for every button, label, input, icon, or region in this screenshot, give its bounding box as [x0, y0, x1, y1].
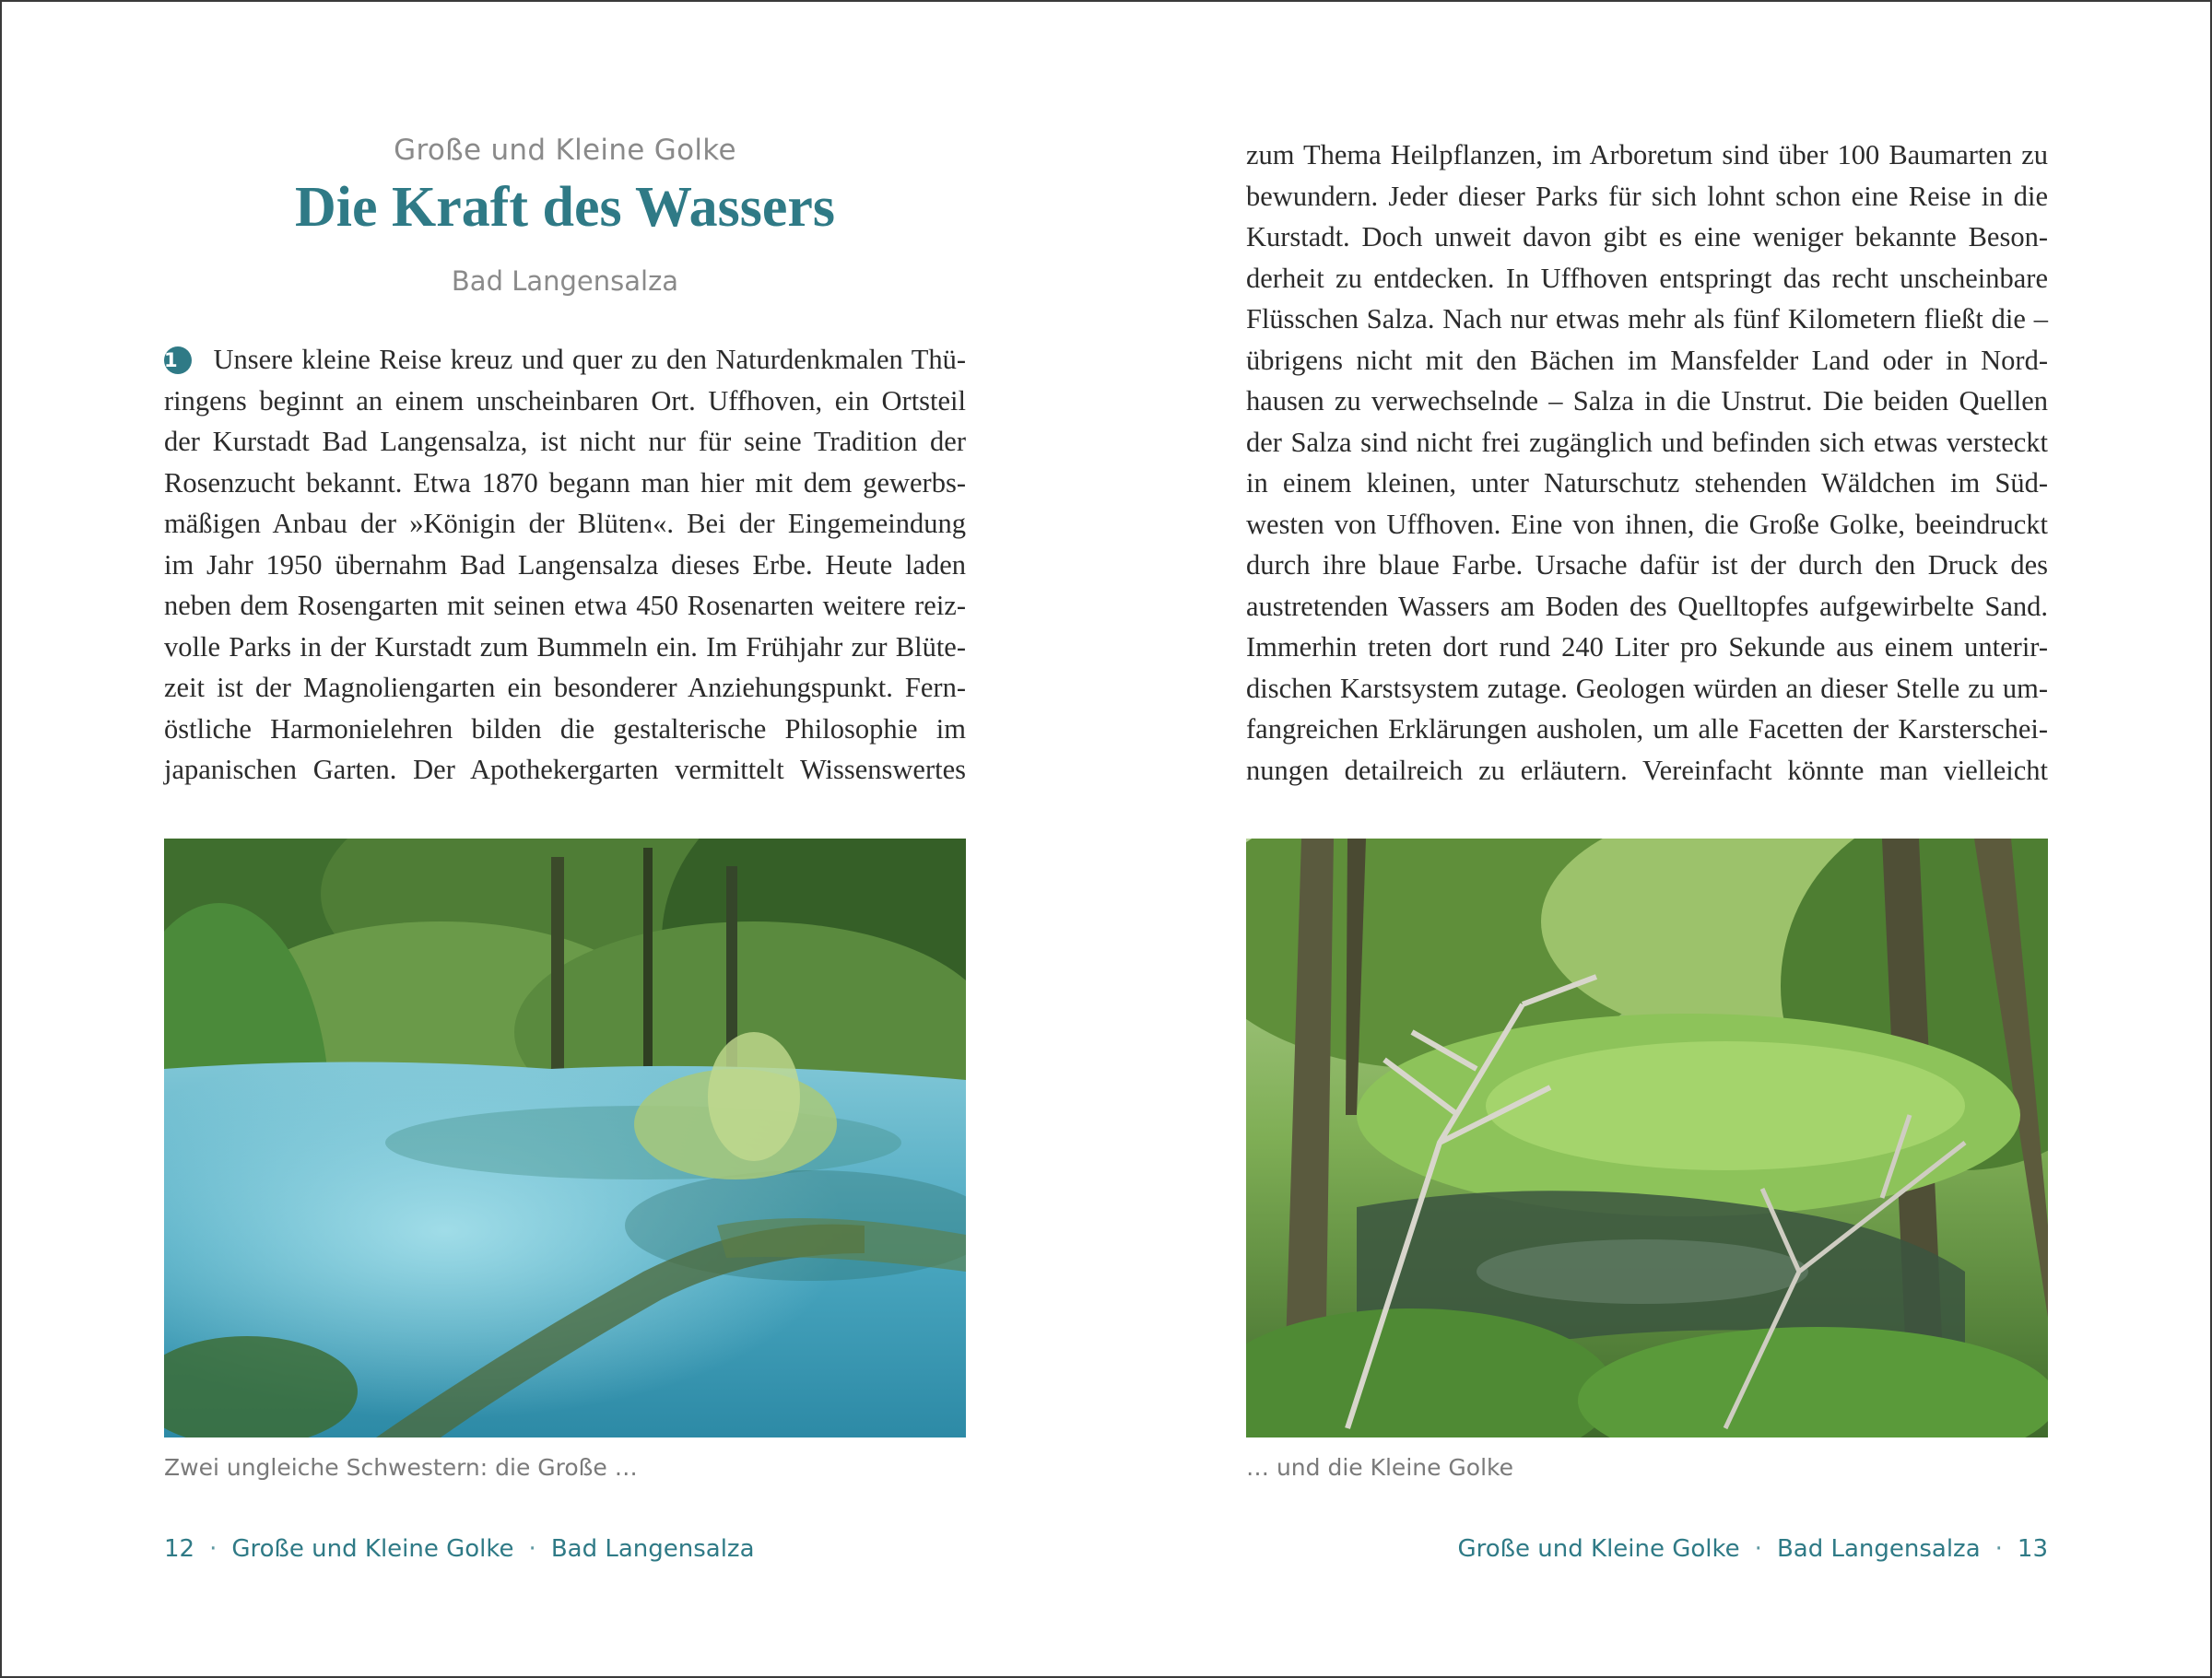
- left-body-text: [164, 339, 966, 791]
- chapter-kicker: Große und Kleine Golke: [394, 134, 736, 167]
- body-line: durch ihre blaue Farbe. Ursache dafür ist der durch den Druck des: [1246, 549, 2048, 581]
- footer-section: Große und Kleine Golke: [1457, 1535, 1740, 1563]
- body-line: dischen Karstsystem zutage. Geologen würden an dieser Stelle zu um-: [1246, 672, 2048, 704]
- photo-caption-right: … und die Kleine Golke: [1246, 1454, 1514, 1481]
- footer-separator: ·: [1994, 1535, 2003, 1563]
- body-line: der Salza sind nicht frei zugänglich und befinden sich etwas versteckt: [1246, 426, 2048, 458]
- body-line: austretenden Wassers am Boden des Quelltopfes aufgewirbelte Sand.: [1246, 590, 2048, 622]
- body-line: der Kurstadt Bad Langensalza, ist nicht nur für seine Tradition der: [164, 426, 966, 457]
- footer-right: [1457, 1535, 2048, 1563]
- photo-caption-left: Zwei ungleiche Schwestern: die Große …: [164, 1454, 638, 1481]
- photo-kleine-golke: [1246, 839, 2048, 1437]
- body-line: ringens beginnt an einem unscheinbaren Ort. Uffhoven, ein Ortsteil: [164, 384, 966, 417]
- body-line: zeit ist der Magnoliengarten ein besonderer Anziehungspunkt. Fern-: [164, 672, 966, 703]
- body-line: neben dem Rosengarten mit seinen etwa 450 Rosenarten weitere reiz-: [164, 590, 966, 621]
- location-marker-icon: 1: [164, 346, 192, 374]
- footer-separator: ·: [528, 1535, 536, 1563]
- footer-section: Große und Kleine Golke: [231, 1535, 514, 1563]
- page-number: 12: [164, 1535, 195, 1563]
- body-line: hausen zu verwechselnde – Salza in die Unstrut. Die beiden Quellen: [1246, 385, 2048, 417]
- body-line: Flüsschen Salza. Nach nur etwas mehr als fünf Kilometern fließt die –: [1246, 303, 2048, 334]
- body-line: volle Parks in der Kurstadt zum Bummeln ein. Im Frühjahr zur Blüte-: [164, 630, 966, 663]
- body-line: östliche Harmonielehren bilden die gestalterische Philosophie im: [164, 712, 966, 745]
- body-line: [164, 339, 966, 381]
- body-line: westen von Uffhoven. Eine von ihnen, die Große Golke, beeindruckt: [1246, 508, 2048, 540]
- chapter-title: Die Kraft des Wassers: [294, 176, 836, 239]
- body-line: im Jahr 1950 übernahm Bad Langensalza dieses Erbe. Heute laden: [164, 548, 966, 581]
- chapter-place: Bad Langensalza: [451, 265, 679, 297]
- body-line: nungen detailreich zu erläutern. Vereinfacht könnte man vielleicht: [1246, 754, 2048, 786]
- body-line: Rosenzucht bekannt. Etwa 1870 begann man hier mit dem gewerbs-: [164, 466, 966, 499]
- body-line: bewundern. Jeder dieser Parks für sich lohnt schon eine Reise in die: [1246, 180, 2048, 212]
- body-line: zum Thema Heilpflanzen, im Arboretum sind über 100 Baumarten zu: [1246, 139, 2048, 170]
- body-line: derheit zu entdecken. In Uffhoven entspringt das recht unscheinbare: [1246, 262, 2048, 294]
- footer-separator: ·: [209, 1535, 218, 1563]
- body-line: Immerhin treten dort rund 240 Liter pro Sekunde aus einem unterir-: [1246, 631, 2048, 663]
- body-line: japanischen Garten. Der Apothekergarten vermittelt Wissenswertes: [164, 754, 966, 785]
- body-line: mäßigen Anbau der »Königin der Blüten«. Bei der Eingemeindung: [164, 508, 966, 539]
- photo-grosse-golke: [164, 839, 966, 1437]
- page-number: 13: [2017, 1535, 2048, 1563]
- footer-place: Bad Langensalza: [550, 1535, 755, 1563]
- body-line: Kurstadt. Doch unweit davon gibt es eine weniger bekannte Beson-: [1246, 221, 2048, 252]
- footer-place: Bad Langensalza: [1776, 1535, 1981, 1563]
- footer-left: [164, 1535, 755, 1563]
- right-body-text: [1246, 135, 2048, 791]
- body-line: übrigens nicht mit den Bächen im Mansfelder Land oder in Nord-: [1246, 344, 2048, 376]
- body-line: fangreichen Erklärungen ausholen, um alle Facetten der Karsterschei-: [1246, 713, 2048, 745]
- footer-separator: ·: [1754, 1535, 1762, 1563]
- body-line-text: Unsere kleine Reise kreuz und quer zu den Naturdenkmalen Thü-: [213, 344, 966, 375]
- body-line: in einem kleinen, unter Naturschutz stehenden Wäldchen im Süd-: [1246, 467, 2048, 499]
